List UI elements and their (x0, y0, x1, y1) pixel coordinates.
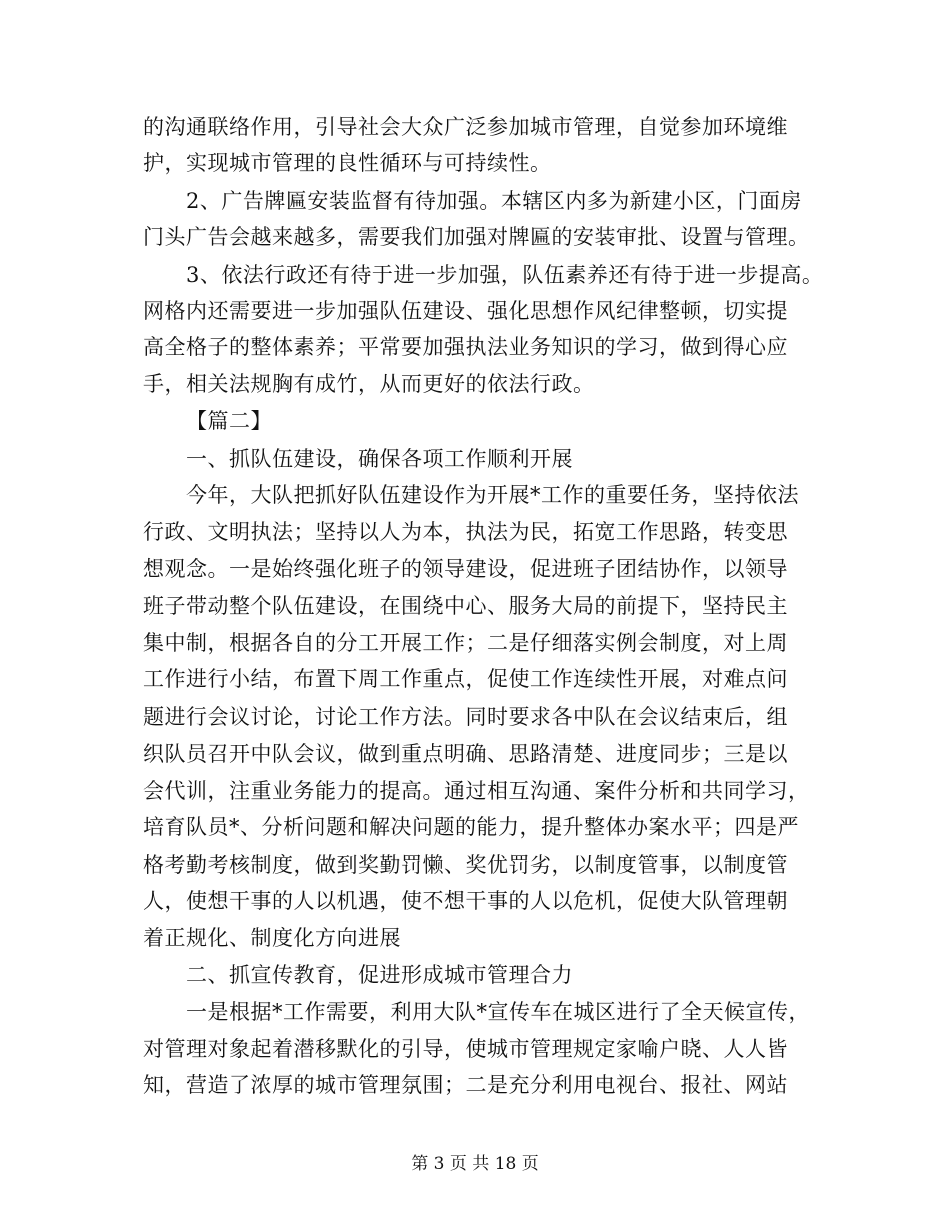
body-text-line: 班子带动整个队伍建设，在围绕中心、服务大局的前提下，坚持民主 (143, 594, 788, 618)
body-text-line: 护，实现城市管理的良性循环与可持续性。 (143, 151, 552, 175)
body-text-line: 着正规化、制度化方向进展 (143, 926, 401, 950)
body-text-line: 集中制，根据各自的分工开展工作；二是仔细落实例会制度，对上周 (143, 631, 788, 655)
body-text-line: 2、广告牌匾安装监督有待加强。本辖区内多为新建小区，门面房 (186, 189, 802, 213)
body-text-line: 知，营造了浓厚的城市管理氛围；二是充分利用电视台、报社、网站 (143, 1073, 788, 1097)
body-text-line: 题进行会议讨论，讨论工作方法。同时要求各中队在会议结束后，组 (143, 705, 788, 729)
body-text-line: 行政、文明执法；坚持以人为本，执法为民，拓宽工作思路，转变思 (143, 520, 788, 544)
body-text-line: 培育队员*、分析问题和解决问题的能力，提升整体办案水平；四是严 (143, 815, 799, 839)
section-heading: 【篇二】 (186, 409, 272, 433)
body-text-line: 门头广告会越来越多，需要我们加强对牌匾的安装审批、设置与管理。 (143, 225, 810, 249)
body-text-line: 3、依法行政还有待于进一步加强，队伍素养还有待于进一步提高。 (186, 263, 824, 287)
body-text-line: 想观念。一是始终强化班子的领导建设，促进班子团结协作，以领导 (143, 557, 788, 581)
page-number-footer: 第 3 页 共 18 页 (411, 1154, 539, 1174)
body-text-line: 织队员召开中队会议，做到重点明确、思路清楚、进度同步；三是以 (143, 742, 788, 766)
body-text-line: 工作进行小结，布置下周工作重点，促使工作连续性开展，对难点问 (143, 667, 788, 691)
body-text-line: 手，相关法规胸有成竹，从而更好的依法行政。 (143, 372, 595, 396)
body-text-line: 一是根据*工作需要，利用大队*宣传车在城区进行了全天候宣传， (186, 1000, 810, 1024)
body-text-line: 今年，大队把抓好队伍建设作为开展*工作的重要任务，坚持依法 (186, 483, 799, 507)
body-text-line: 格考勤考核制度，做到奖勤罚懒、奖优罚劣，以制度管事，以制度管 (143, 853, 788, 877)
body-text-line: 人，使想干事的人以机遇，使不想干事的人以危机，促使大队管理朝 (143, 889, 788, 913)
body-text-line: 高全格子的整体素养；平常要加强执法业务知识的学习，做到得心应 (143, 335, 788, 359)
subsection-heading: 一、抓队伍建设，确保各项工作顺利开展 (186, 447, 573, 471)
body-text-line: 对管理对象起着潜移默化的引导，使城市管理规定家喻户晓、人人皆 (143, 1037, 788, 1061)
subsection-heading: 二、抓宣传教育，促进形成城市管理合力 (186, 963, 573, 987)
body-text-line: 的沟通联络作用，引导社会大众广泛参加城市管理，自觉参加环境维 (143, 115, 788, 139)
body-text-line: 网格内还需要进一步加强队伍建设、强化思想作风纪律整顿，切实提 (143, 299, 788, 323)
body-text-line: 会代训，注重业务能力的提高。通过相互沟通、案件分析和共同学习， (143, 779, 810, 803)
